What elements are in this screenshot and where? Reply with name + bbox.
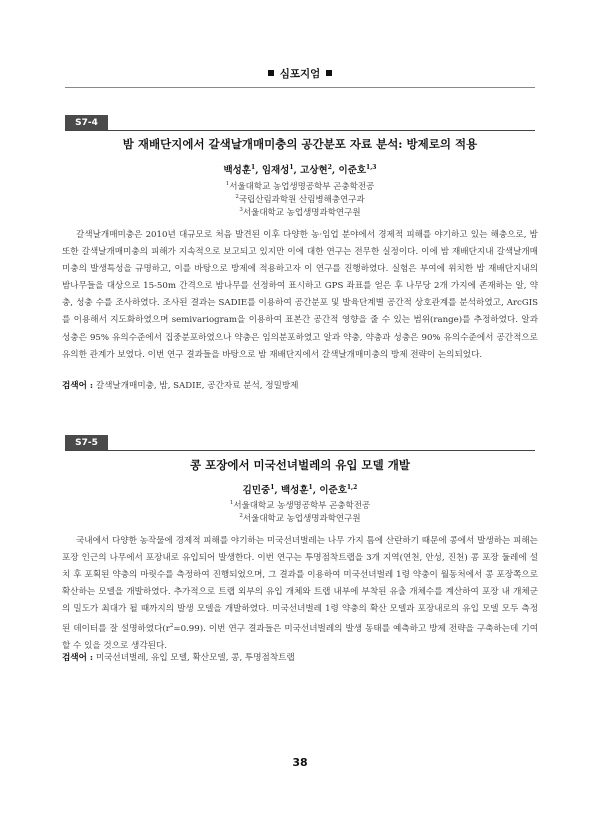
affil-text: 서울대학교 농생명공학부 곤충학전공	[233, 501, 371, 511]
affil-mark: 3	[239, 207, 243, 214]
running-header	[0, 66, 600, 81]
section-tag: S7-5	[65, 435, 108, 451]
keywords-line	[62, 379, 538, 391]
section-rule	[65, 130, 535, 131]
affil-text: 서울대학교 농업생명과학연구원	[242, 208, 361, 218]
keywords-text: 갈색날개매미충, 밤, SADIE, 공간자료 분석, 정밀방제	[95, 381, 299, 391]
keywords-line	[62, 651, 538, 663]
square-bullet-icon	[268, 70, 274, 76]
author-affil-mark: 1,3	[366, 163, 377, 171]
r-squared-exponent: 2	[169, 623, 174, 630]
author-affil-mark: 1	[289, 163, 294, 171]
header-rule	[65, 87, 535, 88]
affil-mark: 2	[235, 194, 239, 201]
author-affil-mark: 1	[270, 483, 275, 491]
keywords-label: 검색어 :	[62, 653, 94, 663]
affil-mark: 1	[229, 500, 234, 507]
author-affil-mark: 2	[327, 163, 332, 171]
abstract-text: =0.99). 이번 연구 결과들은 미국선녀벌레의 발생 동태를 예측하고 방제 전략을 구축하는데 기여할 수 있을 것으로 생각된다.	[62, 624, 538, 652]
author-name: 이준호	[319, 485, 347, 496]
author-list: 김민중$^1$, 백성훈$^1$, 이준호$^{1,2}$	[242, 483, 358, 496]
abstract-title: 밤 재배단지에서 갈색날개매미충의 공간분포 자료 분석: 방제로의 적용	[122, 137, 478, 151]
affil-text: 서울대학교 농업생명공학부 곤충학전공	[229, 182, 375, 192]
abstract-title: 콩 포장에서 미국선녀벌레의 유입 모델 개발	[190, 458, 410, 472]
affil-text: 국립산림과학원 산림병해충연구과	[238, 195, 365, 205]
author-name: 임재성	[261, 165, 290, 176]
affiliation	[65, 193, 535, 205]
affil-text: 서울대학교 농업생명과학연구원	[242, 514, 361, 524]
author-name: 백성훈	[223, 165, 252, 176]
author-name: 백성훈	[281, 485, 309, 496]
affiliation	[65, 512, 535, 524]
author-affil-mark: 1	[251, 163, 256, 171]
square-bullet-icon	[326, 70, 332, 76]
author-affil-mark: 1	[308, 483, 313, 491]
author-name: 김민중	[242, 485, 271, 496]
page-number: 38	[292, 756, 308, 769]
keywords-text: 미국선녀벌레, 유입 모델, 확산모델, 콩, 투명점착트랩	[95, 653, 295, 663]
keywords-label: 검색어 :	[62, 381, 94, 391]
abstract-text: 국내에서 다양한 농작물에 경제적 피해를 야기하는 미국선녀벌레는 나무 가지 틈에 산란하기 때문에 콩에서 발생하는 피해는 포장 인근의 나무에서 포장내로 유입되어 발생한다. 이번 연구는 투명점착트랩을 3개 지역(연천, 안성, 진천) 콩 포장 둘레에 설치 후 포획된 약충의 마릿수를 측정하여 진행되었으며, 그 결과를 이용하여 미국선녀벌레 1령 약충이 월동처에서 콩 포장쪽으로 확산하는 모델을 개발하였다. 추가적으로 트랩 외부의 유입 개체와 트랩 내부에 부착된 유출 개체수를 계산하여 포장 내 개체군의 밀도가 최대가 될 때까지의 발생 모델을 개발하였다. 미국선녀벌레 1령 약충의 확산 모델과 포장내로의 유입 모델 모두 측정된 데이터를 잘 설명하였다(r	[62, 536, 538, 635]
header-title: 심포지엄	[279, 68, 321, 80]
author-name: 고상현	[300, 165, 328, 176]
section-rule	[65, 450, 535, 451]
affil-mark: 1	[225, 181, 230, 188]
affiliation	[65, 206, 535, 218]
abstract-body	[62, 533, 538, 656]
author-list: 백성훈$^1$, 임재성$^1$, 고상현$^2$, 이준호$^{1,3}$	[223, 163, 377, 176]
author-name: 이준호	[338, 165, 367, 176]
section-tag: S7-4	[65, 115, 108, 131]
abstract-body: 갈색날개매미충은 2010년 대규모로 처음 발견된 이후 다양한 농·임업 분야에서 경제적 피해를 야기하고 있는 해충으로, 밤 또한 갈색날개매미충의 피해가 지속적으로 보고되고 있지만 이에 대한 연구는 전무한 실정이다. 이에 밤 재배단지내 갈색날개매미충의 발생특성을 규명하고, 이를 바탕으로 방제에 적용하고자 이 연구를 진행하였다. 실험은 부여에 위치한 밤 재배단지내의 밤나무들을 대상으로 15-50m 간격으로 밤나무를 선정하여 표시하고 GPS 좌표를 얻은 후 나무당 2개 가지에 존재하는 알, 약충, 성충 수를 조사하였다. 조사된 결과는 SADIE를 이용하여 공간분포 및 발육단계별 공간적 상호관계를 분석하였고, ArcGIS를 이용해서 지도화하였으며 semivariogram을 이용하여 표본간 공간적 영향을 줄 수 있는 범위(range)를 추정하였다. 알과 성충은 95% 유의수준에서 집중분포하였으나 약충은 임의분포하였고 알과 약충, 약충과 성충은 90% 유의수준에서 공간적으로 유의한 관계가 보였다. 이번 연구 결과들을 바탕으로 밤 재배단지에서 갈색날개매미충의 방제 전략이 논의되었다.	[62, 230, 538, 360]
affiliation	[65, 499, 535, 511]
author-affil-mark: 1,2	[346, 483, 358, 491]
affiliation	[65, 180, 535, 192]
affil-mark: 2	[239, 513, 243, 520]
